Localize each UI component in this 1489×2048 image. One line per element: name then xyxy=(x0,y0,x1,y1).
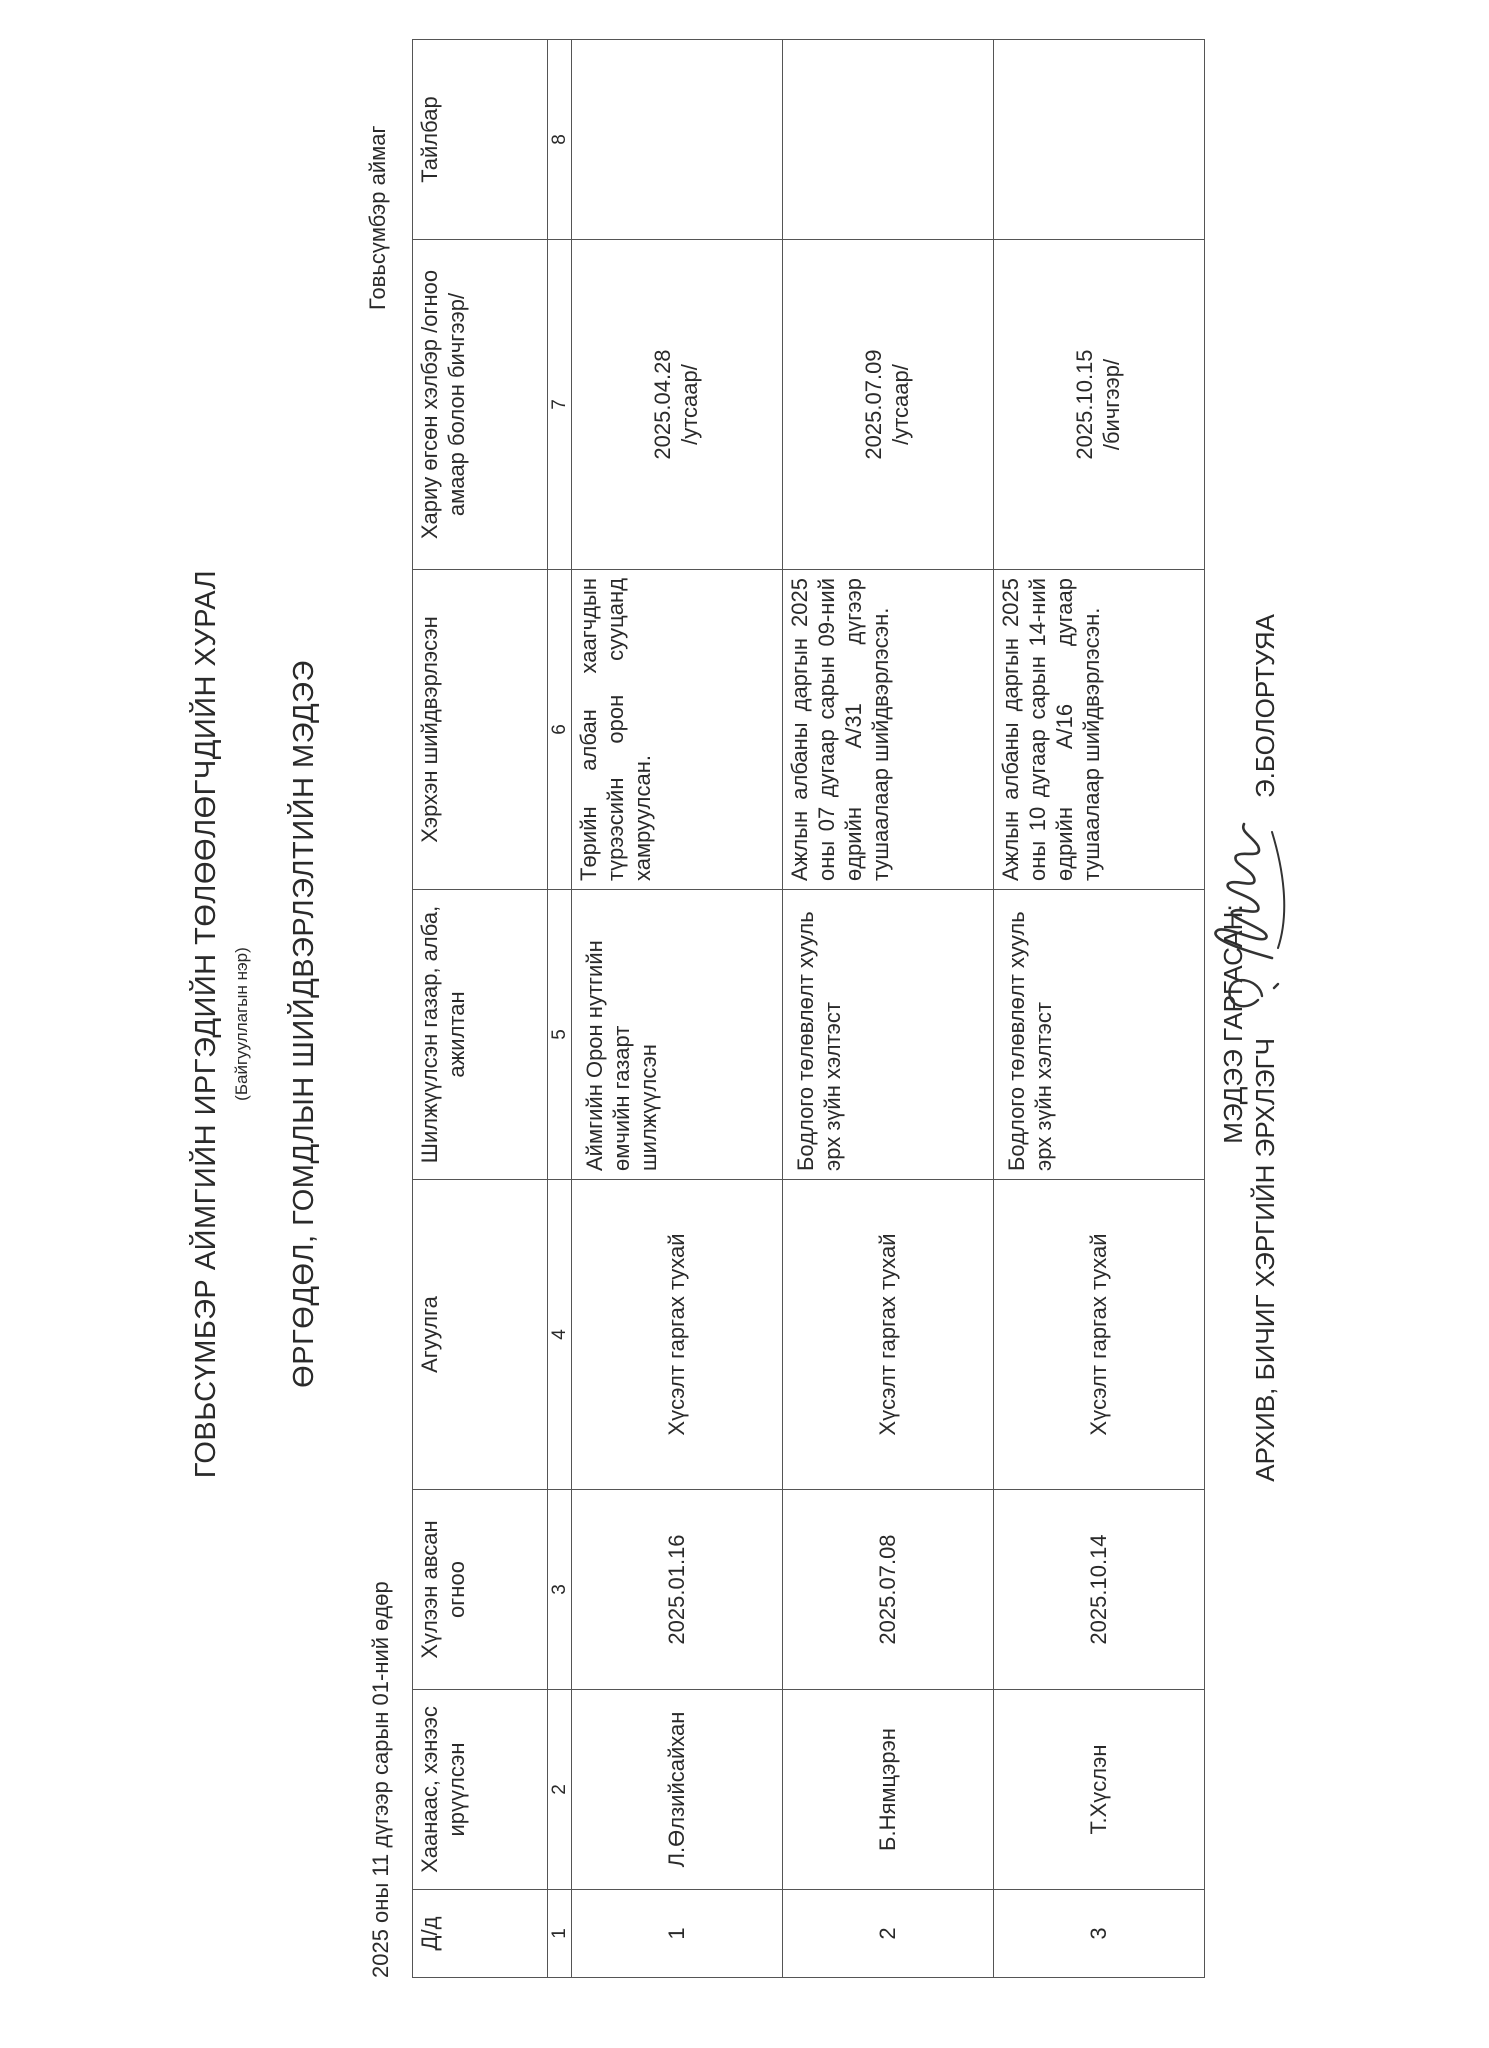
handwritten-signature xyxy=(1188,808,1308,1018)
content-cell: Хүсэлт гаргах тухай xyxy=(572,1180,783,1490)
reply-date: 2025.10.15 xyxy=(1072,349,1098,460)
complaints-table xyxy=(412,39,1205,1978)
column-header: Агуулга xyxy=(413,1180,548,1490)
column-number: 4 xyxy=(548,1180,572,1490)
transferred-cell: Аймгийн Орон нутгийн өмчийн газарт шилжүүлсэн xyxy=(572,890,783,1180)
region-name: Говьсүмбэр аймаг xyxy=(365,125,390,310)
issuer-name: Э.БОЛОРТУЯА xyxy=(1250,613,1280,798)
column-number: 3 xyxy=(548,1490,572,1690)
column-header: Хариу өгсөн хэлбэр /огноо амаар болон бичгээр/ xyxy=(413,240,548,570)
reply-form: /утсаар/ xyxy=(677,364,703,445)
reply-date: 2025.07.09 xyxy=(861,349,887,460)
reply-form: /бичгээр/ xyxy=(1099,358,1125,451)
note-cell xyxy=(783,40,994,240)
column-number: 1 xyxy=(548,1890,572,1978)
resolution-cell: Ажлын албаны даргын 2025 оны 10 дугаар сарын 14-ний өдрийн А/16 дугаар тушаалаар шийдвэрлэсэн. xyxy=(994,570,1205,890)
received-date-cell: 2025.10.14 xyxy=(994,1490,1205,1690)
column-number: 2 xyxy=(548,1690,572,1890)
column-header: Хаанаас, хэнээс ирүүлсэн xyxy=(413,1690,548,1890)
transferred-cell: Бодлого төлөвлөлт хууль эрх зүйн хэлтэст xyxy=(994,890,1205,1180)
table-row xyxy=(783,40,994,1978)
row-number: 3 xyxy=(994,1890,1205,1978)
reply-date: 2025.04.28 xyxy=(650,349,676,460)
resolution-cell: Ажлын албаны даргын 2025 оны 07 дугаар сарын 09-ний өдрийн А/31 дүгээр тушаалаар шийдвэрлэсэн. xyxy=(783,570,994,890)
note-cell xyxy=(994,40,1205,240)
column-header: Хэрхэн шийдвэрлэсэн xyxy=(413,570,548,890)
organization-caption: (Байгууллагын нэр) xyxy=(232,947,251,1101)
reply-cell xyxy=(572,240,783,570)
resolution-cell: Төрийн албан хаагчдын түрээсийн орон сууцанд хамруулсан. xyxy=(572,570,783,890)
content-cell: Хүсэлт гаргах тухай xyxy=(783,1180,994,1490)
row-number: 2 xyxy=(783,1890,994,1978)
table-row xyxy=(994,40,1205,1978)
report-title: ӨРГӨДӨЛ, ГОМДЛЫН ШИЙДВЭРЛЭЛТИЙН МЭДЭЭ xyxy=(288,660,320,1388)
sender-cell: Б.Нямцэрэн xyxy=(783,1690,994,1890)
reply-cell xyxy=(783,240,994,570)
row-number: 1 xyxy=(572,1890,783,1978)
received-date-cell: 2025.01.16 xyxy=(572,1490,783,1690)
column-header: Д/д xyxy=(413,1890,548,1978)
column-number: 8 xyxy=(548,40,572,240)
table-row xyxy=(572,40,783,1978)
report-date: 2025 оны 11 дүгээр сарын 01-ний өдөр xyxy=(368,1581,393,1978)
issuer-title: АРХИВ, БИЧИГ ХЭРГИЙН ЭРХЛЭГЧ xyxy=(1250,1038,1280,1482)
table-header-row xyxy=(413,40,548,1978)
reply-form: /утсаар/ xyxy=(888,364,914,445)
issuer-label: МЭДЭЭ ГАРГАСАН: xyxy=(1218,904,1248,1144)
column-number-row xyxy=(548,40,572,1978)
reply-cell xyxy=(994,240,1205,570)
content-cell: Хүсэлт гаргах тухай xyxy=(994,1180,1205,1490)
column-number: 6 xyxy=(548,570,572,890)
organization-title: ГОВЬСҮМБЭР АЙМГИЙН ИРГЭДИЙН ТӨЛӨӨЛӨГЧДИЙН ХУРАЛ xyxy=(190,569,222,1479)
column-header: Шилжүүлсэн газар, алба, ажилтан xyxy=(413,890,548,1180)
note-cell xyxy=(572,40,783,240)
sender-cell: Т.Хүслэн xyxy=(994,1690,1205,1890)
transferred-cell: Бодлого төлөвлөлт хууль эрх зүйн хэлтэст xyxy=(783,890,994,1180)
received-date-cell: 2025.07.08 xyxy=(783,1490,994,1690)
column-number: 5 xyxy=(548,890,572,1180)
column-header: Тайлбар xyxy=(413,40,548,240)
column-number: 7 xyxy=(548,240,572,570)
column-header: Хүлээн авсан огноо xyxy=(413,1490,548,1690)
sender-cell: Л.Өлзийсайхан xyxy=(572,1690,783,1890)
